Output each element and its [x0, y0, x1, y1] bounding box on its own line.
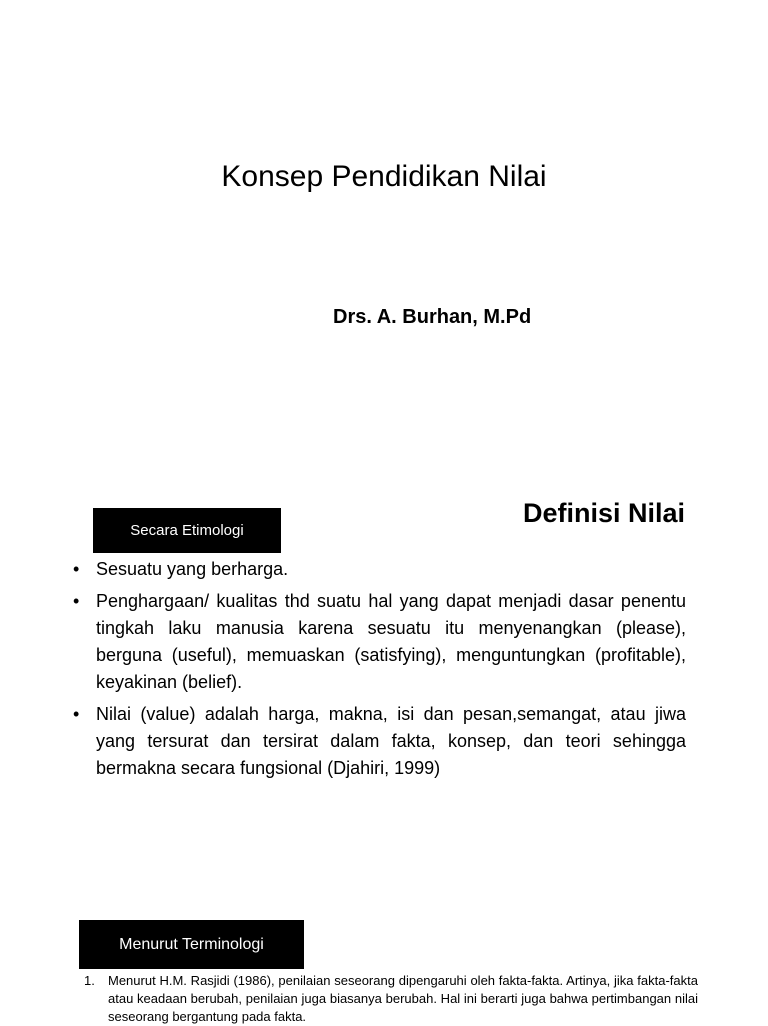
list-item [70, 588, 686, 696]
terminology-label: Menurut Terminologi [79, 920, 304, 969]
bullet-text: Sesuatu yang berharga. [96, 559, 289, 579]
list-item [70, 701, 686, 782]
title-slide [0, 0, 768, 470]
bullet-text: Nilai (value) adalah harga, makna, isi dan pesan,semangat, atau jiwa yang tersurat dan tersirat dalam fakta, konsep, dan teori sehingga bermakna secara fungsional (Djahiri, 1999) [96, 704, 686, 778]
etymology-slide [0, 470, 768, 890]
bullet-icon: • [73, 704, 80, 724]
bullet-icon: • [73, 559, 80, 579]
presentation-title: Konsep Pendidikan Nilai [221, 160, 547, 193]
bullet-text: Penghargaan/ kualitas thd suatu hal yang dapat menjadi dasar penentu tingkah laku manusia karena sesuatu itu menyenangkan (please), berguna (useful), memuaskan (satisfying), menguntungkan (profitable), keyakinan (belief). [96, 591, 686, 692]
list-item [84, 972, 698, 1026]
definition-heading: Definisi Nilai [522, 498, 685, 528]
bullet-icon: • [73, 591, 80, 611]
item-number: 1. [84, 973, 95, 988]
definition-list [70, 556, 686, 787]
author-name: Drs. A. Burhan, M.Pd [333, 306, 532, 328]
terminology-list [84, 972, 698, 1026]
etymology-label: Secara Etimologi [93, 508, 281, 553]
item-text: Menurut H.M. Rasjidi (1986), penilaian seseorang dipengaruhi oleh fakta-fakta. Artinya, jika fakta-fakta atau keadaan berubah, penilaian juga biasanya berubah. Hal ini berarti juga bahwa pertimbangan nilai seseorang bergantung pada fakta. [108, 973, 698, 1024]
terminology-slide [0, 890, 768, 1024]
list-item [70, 556, 686, 583]
